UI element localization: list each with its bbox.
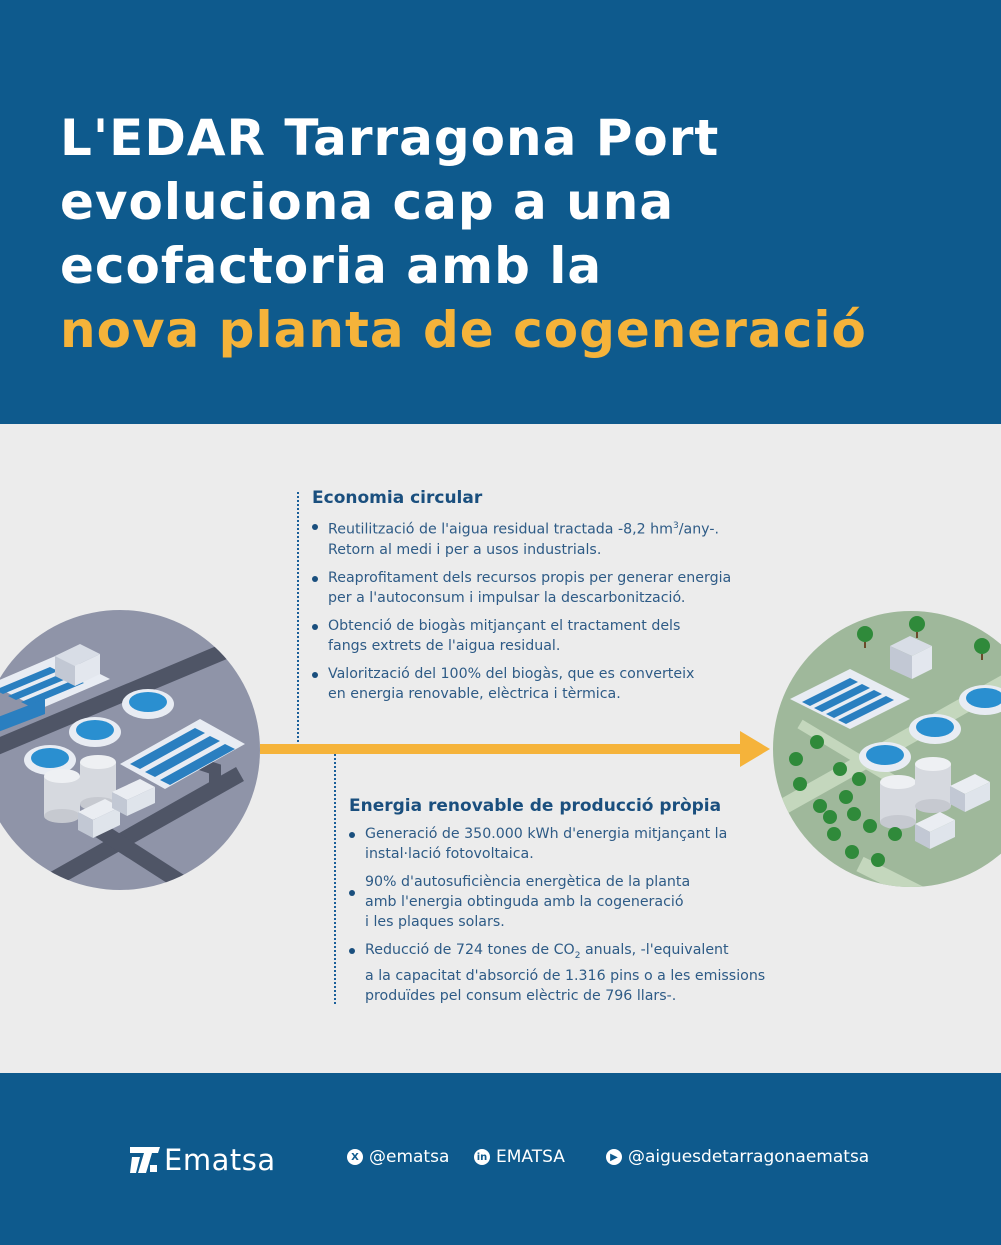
subscript: 2 [574, 950, 581, 961]
page-title [60, 106, 867, 362]
bullet-icon [312, 524, 318, 530]
list-item: Obtenció de biogàs mitjançant el tractament dels fangs extrets de l'aigua residual. [312, 616, 742, 656]
x-icon: X [347, 1149, 363, 1165]
list-item: 90% d'autosuficiència energètica de la planta amb l'energia obtinguda amb la cogeneració i les plaques solars. [349, 872, 789, 932]
list-item: Valorització del 100% del biogàs, que es converteix en energia renovable, elèctrica i tèrmica. [312, 664, 742, 704]
ematsa-logo-mark-icon [130, 1147, 160, 1173]
list-item [312, 516, 742, 560]
bullet-icon [312, 576, 318, 582]
social-linkedin-link[interactable] [474, 1147, 565, 1167]
bullet-icon [349, 890, 355, 896]
list-item: Generació de 350.000 kWh d'energia mitjançant la instal·lació fotovoltaica. [349, 824, 789, 864]
title-line-1: L'EDAR Tarragona Port [60, 109, 720, 167]
social-x-link[interactable] [347, 1147, 449, 1167]
dotted-line-top [297, 492, 299, 742]
social-youtube-link[interactable] [606, 1147, 869, 1167]
list-item-text: /any-. Retorn al medi i per a usos industrials. [328, 521, 719, 558]
title-line-3: ecofactoria amb la [60, 237, 603, 295]
list-item-text: anuals, -l'equivalent a la capacitat d'absorció de 1.316 pins o a les emissions produïdes pel consum elèctric de 796 llars-. [365, 942, 766, 1004]
social-label: @ematsa [369, 1147, 450, 1167]
circular-economy-section [312, 488, 742, 712]
list-item: Reaprofitament dels recursos propis per generar energia per a l'autoconsum i impulsar la descarbonització. [312, 568, 742, 608]
bullet-icon [349, 948, 355, 954]
list-item [349, 940, 789, 1006]
list-item-text: Reutilització de l'aigua residual tractada -8,2 hm [328, 521, 673, 538]
renewable-energy-heading: Energia renovable de producció pròpia [349, 796, 722, 816]
circular-economy-heading: Economia circular [312, 488, 483, 508]
linkedin-icon: in [474, 1149, 490, 1165]
bullet-icon [312, 624, 318, 630]
main-content [0, 424, 1001, 1073]
renewable-energy-list [349, 824, 789, 1006]
header-banner [0, 0, 1001, 424]
bullet-icon [349, 832, 355, 838]
social-label: @aiguesdetarragonaematsa [628, 1147, 870, 1167]
footer [0, 1073, 1001, 1245]
list-item-text: Reducció de 724 tones de CO [365, 942, 575, 958]
title-highlight: nova planta de cogeneració [60, 301, 867, 359]
logo-text: Ematsa [164, 1143, 276, 1177]
bullet-icon [312, 672, 318, 678]
circular-economy-list [312, 516, 742, 704]
ematsa-logo[interactable] [130, 1143, 276, 1177]
renewable-energy-section [349, 796, 789, 1014]
superscript: 3 [672, 521, 679, 531]
title-line-2: evoluciona cap a una [60, 173, 675, 231]
youtube-icon: ▶ [606, 1149, 622, 1165]
social-label: EMATSA [496, 1147, 565, 1167]
dotted-line-bottom [334, 754, 336, 1004]
